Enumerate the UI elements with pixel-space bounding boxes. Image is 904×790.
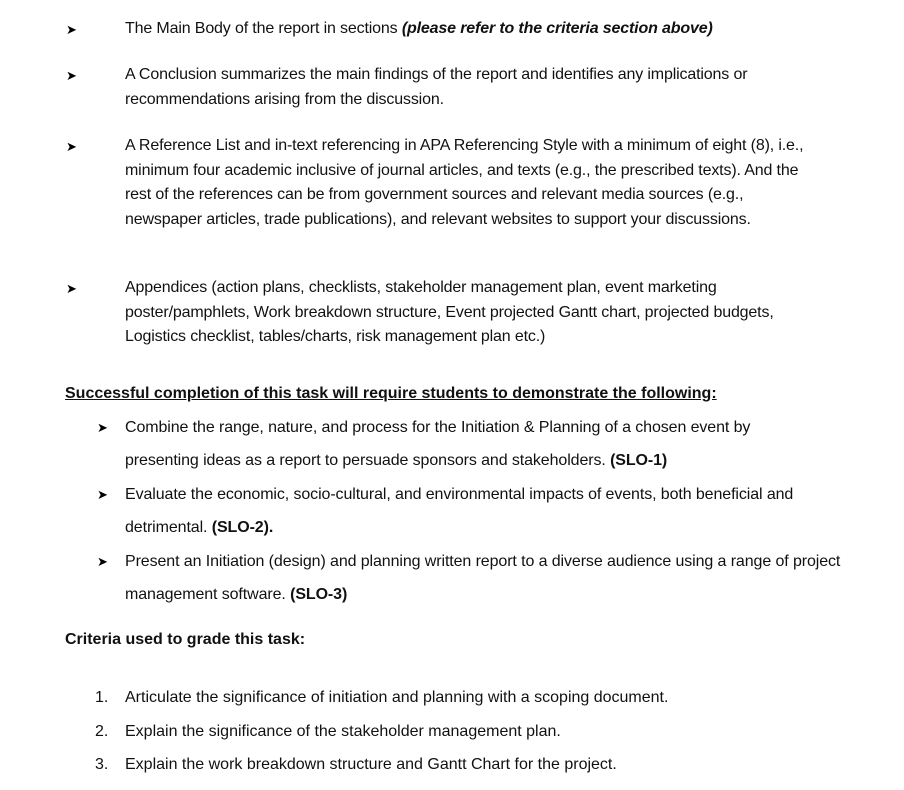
criteria-heading: Criteria used to grade this task: xyxy=(65,631,306,648)
criteria-reference-note: (please refer to the criteria section above) xyxy=(401,20,713,37)
arrow-bullet-icon: ➤ xyxy=(97,555,108,570)
arrow-bullet-icon: ➤ xyxy=(66,23,77,38)
arrow-bullet-icon: ➤ xyxy=(66,140,77,155)
criteria-item: 2. Explain the significance of the stakeholder management plan. xyxy=(95,721,561,743)
slo-item-1: Combine the range, nature, and process for the Initiation & Planning of a chosen event by presenting ideas as a report to persuade sponsors and stakeholders. (SLO-1) xyxy=(125,419,751,469)
arrow-bullet-icon: ➤ xyxy=(66,69,77,84)
bullet-item-conclusion: A Conclusion summarizes the main findings of the report and identifies any implications or recommendations arising from the discussion. xyxy=(125,66,748,108)
bullet-item-reference-list: A Reference List and in-text referencing in APA Referencing Style with a minimum of eight (8), i.e., minimum four academic inclusive of journal articles, and texts (e.g., the prescribed texts). And the rest of the references can be from government sources and relevant media sources (e.g., newspaper articles, trade publications), and relevant websites to support your discussions. xyxy=(125,137,804,228)
bullet-item-main-body: The Main Body of the report in sections (please refer to the criteria section above) xyxy=(125,20,713,37)
criteria-item: 1. Articulate the significance of initiation and planning with a scoping document. xyxy=(95,687,668,709)
slo-code: (SLO-2). xyxy=(211,519,274,536)
slo-code: (SLO-3) xyxy=(290,586,348,603)
slo-item-3: Present an Initiation (design) and planning written report to a diverse audience using a range of project management software. (SLO-3) xyxy=(125,553,841,603)
arrow-bullet-icon: ➤ xyxy=(66,282,77,297)
slo-code: (SLO-1) xyxy=(610,452,668,469)
arrow-bullet-icon: ➤ xyxy=(97,421,108,436)
criteria-number: 2. xyxy=(95,723,109,740)
bullet-item-appendices: Appendices (action plans, checklists, stakeholder management plan, event marketing poster/pamphlets, Work breakdown structure, Event projected Gantt chart, projected budgets, Logistics checklist, tables/charts, risk management plan etc.) xyxy=(125,279,774,345)
slo-item-2: Evaluate the economic, socio-cultural, and environmental impacts of events, both beneficial and detrimental. (SLO-2). xyxy=(125,486,794,536)
arrow-bullet-icon: ➤ xyxy=(97,488,108,503)
requirements-heading: Successful completion of this task will require students to demonstrate the following: xyxy=(65,385,717,402)
criteria-number: 3. xyxy=(95,756,109,773)
criteria-number: 1. xyxy=(95,689,109,706)
criteria-item: 3. Explain the work breakdown structure and Gantt Chart for the project. xyxy=(95,754,617,776)
